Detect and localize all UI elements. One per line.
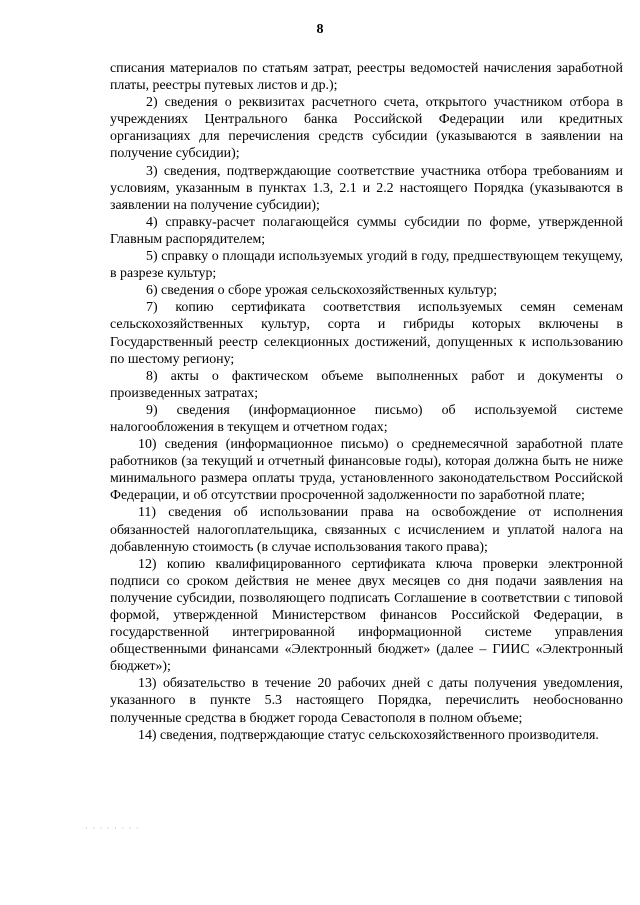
- list-item-13: 13) обязательство в течение 20 рабочих дней с даты получения уведомления, указанного в пункте 5.3 настоящего Порядка, перечислить необоснованно полученные средства в бюджет города Севастополя в полном объеме;: [110, 676, 623, 726]
- list-item-11: 11) сведения об использовании права на освобождение от исполнения обязанностей налогоплательщика, связанных с исчислением и уплатой налога на добавленную стоимость (в случае использования такого права);: [110, 505, 623, 555]
- list-item-14: 14) сведения, подтверждающие статус сельскохозяйственного производителя.: [138, 727, 599, 743]
- list-item-3: 3) сведения, подтверждающие соответствие участника отбора требованиям и условиям, указанным в пунктах 1.3, 2.1 и 2.2 настоящего Порядка (указываются в заявлении на получение субсидии);: [110, 163, 623, 213]
- paragraph-continuation: списания материалов по статьям затрат, реестры ведомостей начисления заработной платы, реестры путевых листов и др.);: [110, 61, 623, 94]
- document-body: [110, 60, 623, 744]
- scan-specks-decoration: · · · · · · · ·: [85, 823, 140, 833]
- list-item-2: 2) сведения о реквизитах расчетного счета, открытого участником отбора в учреждениях Центрального банка Российской Федерации или кредитных организациях для перечисления средств субсидии (указываются в заявлении на получение субсидии);: [110, 95, 623, 162]
- list-item-9: 9) сведения (информационное письмо) об используемой системе налогообложения в текущем и отчетном годах;: [110, 402, 623, 435]
- page-number: 8: [316, 22, 324, 37]
- list-item-7: 7) копию сертификата соответствия используемых семян семенам сельскохозяйственных культур, сорта и гибриды которых включены в Государственный реестр селекционных достижений, допущенных к использованию по шестому региону;: [110, 300, 623, 367]
- list-item-12: 12) копию квалифицированного сертификата ключа проверки электронной подписи со сроком действия не менее двух месяцев со дня подачи заявления на получение субсидии, позволяющего подписать Соглашение в соответствии с типовой формой, утвержденной Министерством финансов Российской Федерации, в государственной интегрированной информационной системе управления общественными финансами «Электронный бюджет» (далее – ГИИС «Электронный бюджет»);: [110, 556, 623, 675]
- list-item-5: 5) справку о площади используемых угодий в году, предшествующем текущему, в разрезе культур;: [110, 249, 623, 282]
- list-item-6: 6) сведения о сборе урожая сельскохозяйственных культур;: [146, 283, 498, 299]
- list-item-10: 10) сведения (информационное письмо) о среднемесячной заработной плате работников (за текущий и отчетный финансовые годы), которая должна быть не ниже минимального размера оплаты труда, установленного законодательством Российской Федерации, и об отсутствии просроченной задолженности по заработной плате;: [110, 437, 623, 504]
- list-item-4: 4) справку-расчет полагающейся суммы субсидии по форме, утвержденной Главным распорядителем;: [110, 214, 623, 247]
- list-item-8: 8) акты о фактическом объеме выполненных работ и документы о произведенных затратах;: [110, 368, 623, 401]
